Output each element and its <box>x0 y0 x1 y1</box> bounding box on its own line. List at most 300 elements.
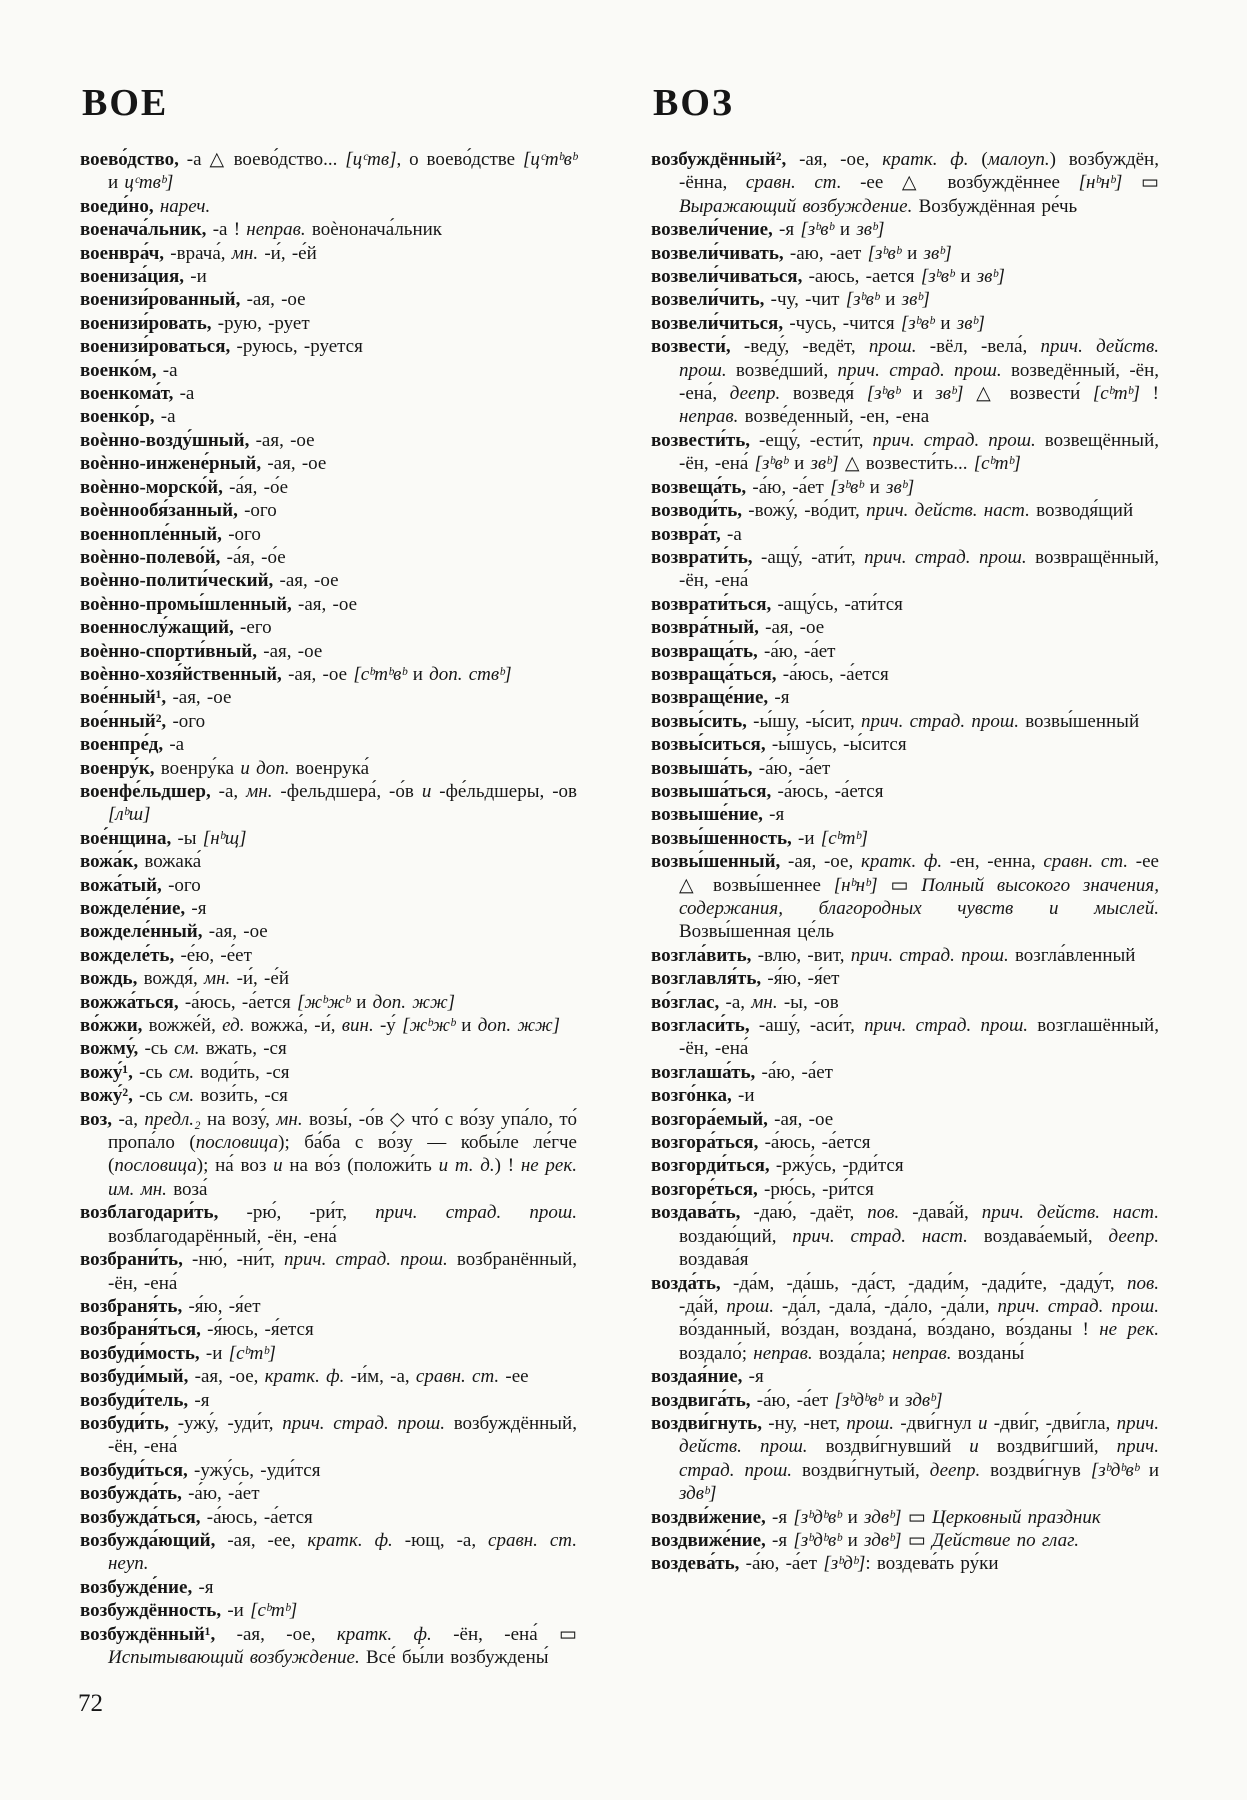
entry-text-run: △ возвести́ <box>963 383 1093 405</box>
entry-text-run: -вожу́, -во́дит, <box>742 500 867 522</box>
dictionary-entry <box>80 967 577 990</box>
headword: вожу́¹, <box>80 1061 133 1083</box>
entry-text-run: -фельдшера́, -о́в <box>272 780 422 802</box>
entry-text-run: возвещённый, -ён, -ена́ <box>679 429 1159 475</box>
dictionary-entry <box>651 242 1159 265</box>
entry-text-run: -веду́, -ведёт, <box>730 336 869 358</box>
dictionary-entry <box>80 452 577 475</box>
entry-text-run: -а, <box>112 1108 145 1130</box>
dictionary-entry <box>80 1014 577 1037</box>
headword: вожму́, <box>80 1038 139 1060</box>
entry-text-run: мн. <box>204 968 231 990</box>
entry-text-run: воздава́я <box>679 1249 749 1271</box>
entry-text-run: [зᵇвᵇ <box>845 289 879 311</box>
entry-text-run: пов. <box>1127 1272 1159 1294</box>
entry-text-run: ); на́ воз <box>196 1155 274 1177</box>
headword: воздви́гнуть, <box>651 1412 762 1434</box>
entry-text-run: ▭ <box>877 874 922 896</box>
headword: возвыше́ние, <box>651 804 763 826</box>
entry-text-run: и <box>841 1506 865 1528</box>
entry-text-run: во́зданный, во́здан, воздана́, во́здано, во́зданы ! <box>679 1319 1100 1341</box>
entry-text-run: прич. страд. прош. <box>864 546 1027 568</box>
dictionary-entry <box>80 1482 577 1505</box>
entry-text-run: нареч. <box>153 195 211 217</box>
entry-text-run: прич. действ. прош. <box>679 336 1160 381</box>
entry-text-run: -а́ю, -а́ет <box>752 757 831 779</box>
headword: возгоре́ться, <box>651 1178 758 1200</box>
entry-text-run: -дава́й, <box>899 1202 982 1224</box>
entry-text-run: -дви́гнул <box>894 1412 978 1434</box>
dictionary-entry <box>80 757 577 780</box>
dictionary-entry <box>80 850 577 873</box>
entry-text-run: вождя́, <box>137 968 204 990</box>
entry-text-run: -и <box>199 1342 229 1364</box>
entry-text-run: -вёл, -вела́, <box>916 336 1041 358</box>
headword: возбужда́ющий, <box>80 1529 216 1551</box>
entry-text-run: звᵇ] <box>923 242 952 264</box>
entry-text-run: -ого <box>166 710 206 732</box>
entry-text-run: кратк. ф. <box>307 1529 393 1551</box>
entry-text-run: -а, <box>719 991 752 1013</box>
dictionary-entry <box>651 733 1159 756</box>
entry-text-run: вози́ть, -ся <box>194 1085 288 1107</box>
entry-text-run: на возу́, <box>200 1108 277 1130</box>
entry-text-run: води́ть, -ся <box>194 1061 290 1083</box>
entry-text-run: -е́ю, -е́ет <box>174 944 252 966</box>
dictionary-entry <box>651 335 1159 429</box>
entry-text-run: ); ба́ба с во́зу — кобы́ле ле́гче ( <box>108 1132 577 1177</box>
dictionary-entry <box>80 827 577 850</box>
entry-text-run: Действие по глаг. <box>932 1529 1079 1551</box>
dictionary-entry <box>651 944 1159 967</box>
dictionary-entry <box>80 1342 577 1365</box>
entry-text-run: -ащу́сь, -ати́тся <box>771 593 903 615</box>
headword: возвыша́ть, <box>651 757 753 779</box>
dictionary-entry <box>80 1201 577 1248</box>
entry-text-run: вожжа́, -и́, <box>244 1015 342 1037</box>
headword: возбужде́ние, <box>80 1576 193 1598</box>
entry-text-run: прич. страд. прош. <box>872 429 1036 451</box>
entry-text-run: -у́ <box>373 1015 403 1037</box>
dictionary-entry <box>80 148 577 195</box>
entry-text-run: и <box>833 219 857 241</box>
entry-text-run: мн. <box>246 780 273 802</box>
headword: возго́нка, <box>651 1085 732 1107</box>
entry-text-run: -а <box>173 383 195 405</box>
entry-text-run: [жᵇжᵇ <box>402 1015 456 1037</box>
dictionary-entry <box>80 897 577 920</box>
entry-text-run: [зᵇвᵇ <box>830 476 864 498</box>
entry-text-run: прич. страд. наст. <box>792 1225 968 1247</box>
entry-text-run: возбранённый, -ён, -ена́ <box>108 1249 577 1294</box>
headword: возвра́тный, <box>651 617 759 639</box>
entry-text-run: -а △ воево́дство... <box>178 149 346 170</box>
headword: возвы́шенный, <box>651 851 781 873</box>
entry-text-run: [зᵇвᵇ <box>867 242 901 264</box>
dictionary-entry <box>651 1529 1159 1552</box>
headword: возда́ть, <box>651 1272 721 1294</box>
dictionary-entry <box>651 663 1159 686</box>
headword: воздева́ть, <box>651 1553 740 1575</box>
dictionary-entry <box>80 569 577 592</box>
dictionary-entry <box>651 1131 1159 1154</box>
entry-text-run: -ая, -ое <box>249 429 315 451</box>
entry-text-run: возводя́щий <box>1029 500 1134 522</box>
dictionary-entry <box>651 991 1159 1014</box>
headword: возбраня́ться, <box>80 1319 201 1341</box>
entry-text-run: [сᵇтᵇ] <box>973 453 1021 475</box>
entry-text-run: -а́ю, -а́ет <box>739 1553 824 1575</box>
entry-text-run: возда́ла; <box>812 1342 893 1364</box>
headword: возвы́сить, <box>651 710 747 732</box>
entry-text-run: [жᵇжᵇ <box>297 991 350 1013</box>
entry-text-run: кратк. ф. <box>336 1623 432 1645</box>
headword: военко́р, <box>80 406 155 428</box>
entry-text-run: -руюсь, -руется <box>230 336 363 358</box>
dictionary-entry <box>651 1154 1159 1177</box>
entry-text-run: -ого <box>161 874 201 896</box>
headword: военнослу́жащий, <box>80 617 234 639</box>
right-column-header: ВОЗ <box>653 82 734 124</box>
headword: возвести́ть, <box>651 429 751 451</box>
headword: воздви́жение, <box>651 1506 766 1528</box>
dictionary-entry <box>651 616 1159 639</box>
dictionary-entry <box>80 663 577 686</box>
dictionary-entry <box>651 1365 1159 1388</box>
dictionary-entry <box>651 757 1159 780</box>
headword: воѐнно-инжене́рный, <box>80 453 262 475</box>
headword: военача́льник, <box>80 219 207 241</box>
dictionary-entry <box>80 218 577 241</box>
entry-text-run: и <box>787 453 811 475</box>
entry-text-run: -ен, -енна, <box>942 851 1044 873</box>
headword: возбраня́ть, <box>80 1295 183 1317</box>
entry-text-run: -и <box>184 266 207 288</box>
headword: возвеща́ть, <box>651 476 747 498</box>
entry-text-run: сравн. ст. <box>745 172 842 194</box>
entry-text-run: прич. страд. прош. <box>837 359 1002 381</box>
dictionary-entry <box>80 1061 577 1084</box>
entry-text-run: Полный высокого значения, содержания, благородных чувств и мыслей. <box>679 874 1159 919</box>
dictionary-entry <box>80 242 577 265</box>
entry-text-run: -дви́г, -дви́гла, <box>987 1412 1117 1434</box>
dictionary-entry <box>80 265 577 288</box>
entry-text-run: -я <box>762 804 785 826</box>
dictionary-entry <box>651 218 1159 241</box>
entry-text-run: сравн. ст. <box>415 1366 500 1388</box>
entry-text-run: -ая, -ое <box>257 640 323 662</box>
dictionary-entry <box>80 1318 577 1341</box>
entry-text-run: воздало́; <box>679 1342 754 1364</box>
entry-text-run: -я <box>188 1389 210 1411</box>
headword: возврати́ть, <box>651 546 753 568</box>
entry-text-run: деепр. <box>729 383 781 405</box>
dictionary-entry <box>80 1529 577 1576</box>
dictionary-entry <box>80 1248 577 1295</box>
entry-text-run: [сᵇтᵇ] <box>820 827 868 849</box>
entry-text-run: [зᵇдᵇвᵇ <box>793 1506 842 1528</box>
dictionary-entry <box>80 1459 577 1482</box>
headword: воѐнно-полево́й, <box>80 546 221 568</box>
entry-text-run: возве́дший, <box>726 359 838 381</box>
headword: воево́дство, <box>80 149 179 170</box>
entry-text-run: прош. <box>846 1412 894 1434</box>
entry-text-run: -и <box>791 827 821 849</box>
dictionary-entry <box>651 1272 1159 1366</box>
entry-text-run: -ая, -ое, <box>188 1366 265 1388</box>
headword: возбрани́ть, <box>80 1249 183 1271</box>
entry-text-run: -аю, -ает <box>783 242 868 264</box>
entry-text-run: и <box>406 663 430 685</box>
entry-text-run: -ну, -нет, <box>761 1412 847 1434</box>
entry-text-run: и <box>863 476 887 498</box>
entry-text-run: -я <box>742 1366 764 1388</box>
dictionary-entry <box>80 1389 577 1412</box>
entry-text-run: -ая, -ое <box>202 921 268 943</box>
entry-text-run: ▭ <box>1122 172 1159 194</box>
headword: воѐнно-возду́шный, <box>80 429 250 451</box>
dictionary-entry <box>80 335 577 358</box>
headword: возвыша́ться, <box>651 780 772 802</box>
entry-text-run: -рю́, -ри́т, <box>218 1202 376 1224</box>
entry-text-run: Возвы́шенная це́ль <box>679 921 834 943</box>
entry-text-run: -ы, -ов <box>777 991 839 1013</box>
entry-text-run: -а <box>154 406 176 428</box>
entry-text-run: [зᵇдᵇвᵇ <box>1090 1459 1139 1481</box>
dictionary-entry <box>651 523 1159 546</box>
entry-text-run: неправ. <box>753 1342 813 1364</box>
dictionary-entry <box>80 944 577 967</box>
entry-text-run: воздаю́щий, <box>679 1225 793 1247</box>
entry-text-run: -ая, -ое, <box>786 149 883 170</box>
entry-text-run: и <box>350 991 373 1013</box>
headword: вое́нный², <box>80 710 167 732</box>
entry-text-run: звᵇ] <box>886 476 915 498</box>
entry-text-run: -ая, -ее, <box>215 1529 308 1551</box>
entry-text-run: -а́юсь, -а́ется <box>178 991 298 1013</box>
entry-text-run: [сᵇтᵇвᵇ <box>353 663 407 685</box>
entry-text-run: [зᵇвᵇ <box>754 453 788 475</box>
headword: воѐннообя́занный, <box>80 500 238 522</box>
dictionary-entry <box>80 382 577 405</box>
entry-text-run: возвы́шенный <box>1018 710 1140 732</box>
entry-text-run: -а́юсь, -а́ется <box>200 1506 313 1528</box>
dictionary-entry <box>80 593 577 616</box>
entry-text-run: [сᵇтᵇ] <box>228 1342 276 1364</box>
entry-text-run: -ы́шу, -ы́сит, <box>746 710 862 732</box>
entry-text-run: [зᵇдᵇвᵇ <box>834 1389 883 1411</box>
headword: воѐнно-полити́ческий, <box>80 570 274 592</box>
entry-text-run: мн. <box>276 1108 303 1130</box>
headword: возглавля́ть, <box>651 968 762 990</box>
headword: вое́нный¹, <box>80 687 167 709</box>
entry-text-run: -сь <box>132 1085 169 1107</box>
entry-text-run: -ая, -ое <box>281 663 354 685</box>
entry-text-run: возданы́ <box>951 1342 1025 1364</box>
left-column-header: ВОЕ <box>82 82 169 124</box>
dictionary-entry <box>80 686 577 709</box>
entry-text-run: и <box>969 1436 979 1458</box>
entry-text-run: цᶜтвᵇ] <box>124 172 174 194</box>
dictionary-entry <box>651 546 1159 593</box>
entry-text-run: здвᵇ] <box>679 1483 717 1505</box>
entry-text-run: -а́юсь, -а́ется <box>771 780 884 802</box>
headword: военизи́рованный, <box>80 289 241 311</box>
dictionary-entry <box>80 1365 577 1388</box>
entry-text-run: -ее △ возбуждённее <box>841 172 1079 194</box>
dictionary-entry <box>80 991 577 1014</box>
dictionary-entry <box>651 967 1159 990</box>
headword: вожа́к, <box>80 851 139 873</box>
entry-text-run: военру́ка <box>154 757 241 779</box>
entry-text-run: -да́л, -дала́, -да́ло, -да́ли, <box>773 1295 998 1317</box>
dictionary-entry <box>651 1201 1159 1271</box>
entry-text-run: и <box>455 1015 478 1037</box>
entry-text-run: -ы <box>171 827 203 849</box>
dictionary-entry <box>651 1552 1159 1575</box>
headword: военфе́льдшер, <box>80 780 211 802</box>
entry-text-run: -ая, -ое <box>758 617 825 639</box>
entry-text-run: -ая, -ое <box>166 687 232 709</box>
dictionary-entry <box>651 1061 1159 1084</box>
entry-text-run: -я <box>772 219 801 241</box>
entry-text-run: -ая, -ое <box>261 453 327 475</box>
entry-text-run: возве́денный, -ен, -ена <box>738 406 930 428</box>
headword: вое́нщина, <box>80 827 172 849</box>
dictionary-entry <box>651 499 1159 522</box>
headword: возбуди́тель, <box>80 1389 189 1411</box>
dictionary-entry <box>651 710 1159 733</box>
entry-text-run: доп. жж] <box>477 1015 561 1037</box>
headword: возвели́читься, <box>651 312 784 334</box>
dictionary-entry <box>651 1178 1159 1201</box>
headword: вожа́тый, <box>80 874 162 896</box>
entry-text-run: -я <box>192 1576 214 1598</box>
dictionary-entry <box>80 1599 577 1622</box>
entry-text-run: звᵇ] <box>901 289 930 311</box>
entry-text-run: мн. <box>231 242 259 264</box>
entry-text-run: -ая, -ое <box>767 1108 834 1130</box>
entry-text-run: звᵇ] <box>935 383 964 405</box>
dictionary-entry <box>80 1576 577 1599</box>
entry-text-run: [нᵇнᵇ] <box>1078 172 1123 194</box>
entry-text-run: -рю́сь, -ри́тся <box>757 1178 874 1200</box>
entry-text-run: Возбуждённая ре́чь <box>912 195 1078 217</box>
dictionary-entry <box>651 1506 1159 1529</box>
entry-text-run: ! <box>1140 383 1159 405</box>
entry-text-run: -я́юсь, -я́ется <box>200 1319 314 1341</box>
entry-text-run: [зᵇвᵇ <box>920 266 955 288</box>
entry-text-run: -я <box>765 1506 794 1528</box>
entry-text-run: воздви́гнув <box>980 1459 1091 1481</box>
entry-text-run: [зᵇвᵇ <box>900 312 935 334</box>
entry-text-run: прич. страд. прош. <box>864 1015 1029 1037</box>
entry-text-run: -а, <box>210 780 247 802</box>
headword: возврати́ться, <box>651 593 772 615</box>
entry-text-run: деепр. <box>929 1459 981 1481</box>
entry-text-run: возгла́вленный <box>1008 944 1136 966</box>
entry-text-run: -а ! <box>206 219 247 241</box>
entry-text-run: пословица <box>195 1132 279 1154</box>
entry-text-run: , о воево́дстве <box>396 149 523 170</box>
headword: вожжа́ться, <box>80 991 179 1013</box>
entry-text-run: прош. <box>726 1295 774 1317</box>
entry-text-run: -ужу́сь, -уди́тся <box>187 1459 321 1481</box>
entry-text-run: прош. <box>868 336 917 358</box>
entry-text-run: и <box>108 172 125 194</box>
entry-text-run: -чу, -чит <box>764 289 846 311</box>
entry-text-run: -ён, -ена́ ▭ <box>431 1623 577 1645</box>
entry-text-run: прич. страд. прош. <box>679 1436 1159 1481</box>
headword: возвели́чиваться, <box>651 266 803 288</box>
entry-text-run: -а <box>163 734 185 756</box>
entry-text-run: прич. страд. прош. <box>284 1249 448 1271</box>
dictionary-entry <box>80 616 577 639</box>
entry-text-run: деепр. <box>1108 1225 1159 1247</box>
entry-text-run: -врача́, <box>164 242 232 264</box>
entry-text-run: прич. страд. прош. <box>282 1412 446 1434</box>
left-column <box>80 84 577 1669</box>
right-column <box>651 84 1159 1669</box>
dictionary-entry <box>80 1412 577 1459</box>
right-column-entries <box>651 148 1159 1576</box>
entry-text-run: -я́ю, -я́ет <box>761 968 840 990</box>
entry-text-run: ▭ <box>901 1506 933 1528</box>
entry-text-run: неправ. <box>892 1342 952 1364</box>
entry-text-run: -ого <box>237 500 277 522</box>
headword: воеди́но, <box>80 195 154 217</box>
entry-text-run: и <box>977 1412 988 1434</box>
entry-text-run: сравн. ст. неуп. <box>108 1529 577 1575</box>
entry-text-run: прич. действ. прош. <box>679 1412 1159 1458</box>
entry-text-run: -да́й, <box>679 1295 727 1317</box>
dictionary-entry <box>651 1108 1159 1131</box>
headword: возвраща́ть, <box>651 640 758 662</box>
headword: возбуждённость, <box>80 1600 222 1622</box>
entry-text-run: воздви́гнутый, <box>792 1459 930 1481</box>
entry-text-run: -влю, -вит, <box>751 944 851 966</box>
entry-text-run: -а <box>720 523 742 545</box>
entry-text-run: см. <box>168 1061 195 1083</box>
entry-text-run: ( <box>968 149 988 170</box>
entry-text-run: -ее △ возвы́шеннее <box>679 851 1159 896</box>
dictionary-entry <box>651 476 1159 499</box>
headword: военизи́ровать, <box>80 312 212 334</box>
entry-text-run: -а́я, -о́е <box>222 476 289 498</box>
entry-text-run: -ая, -ое, <box>780 851 861 873</box>
entry-text-run: -даю́, -даёт, <box>740 1202 868 1224</box>
headword: воѐнно-морско́й, <box>80 476 223 498</box>
dictionary-entry <box>651 312 1159 335</box>
dictionary-entry <box>651 1389 1159 1412</box>
entry-text-run: ) ! <box>494 1155 521 1177</box>
headword: военвра́ч, <box>80 242 165 264</box>
entry-text-run: возведённый, -ён, -ена́, <box>679 359 1159 405</box>
entry-text-run: и <box>421 780 432 802</box>
dictionary-entry <box>80 733 577 756</box>
entry-text-run: пословица <box>114 1155 197 1177</box>
headword: во́зглас, <box>651 991 720 1013</box>
headword: возвели́чение, <box>651 219 773 241</box>
entry-text-run: кратк. ф. <box>882 149 969 170</box>
left-column-entries <box>80 148 577 1669</box>
entry-text-run: [зᵇдᵇвᵇ <box>793 1529 842 1551</box>
entry-text-run: звᵇ] <box>856 219 885 241</box>
headword: возгласи́ть, <box>651 1015 750 1037</box>
entry-text-run: -а́ю, -а́ет <box>746 476 831 498</box>
entry-text-run: воздава́емый, <box>967 1225 1109 1247</box>
entry-text-run: малоуп. <box>987 149 1050 170</box>
